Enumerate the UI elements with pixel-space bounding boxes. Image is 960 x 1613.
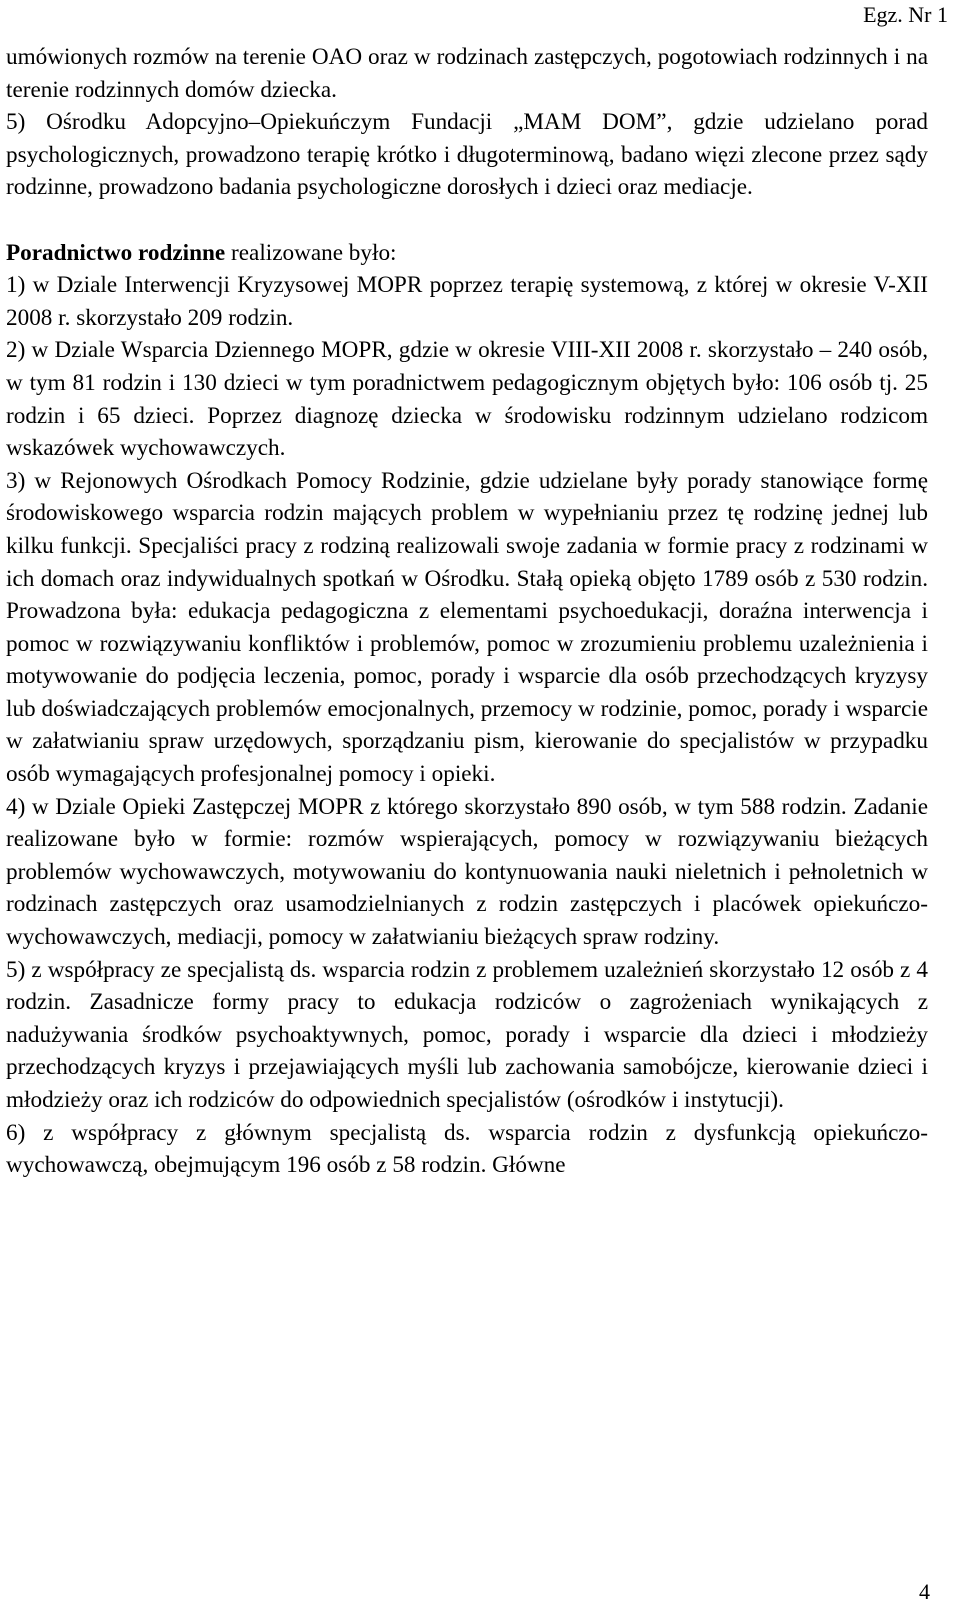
paragraph-item-4-foster-care: 4) w Dziale Opieki Zastępczej MOPR z którego skorzystało 890 osób, w tym 588 rodzin. Zadanie realizowane było w formie: rozmów wspierających, pomocy w rozwiązywaniu bieżących problemów wychowawczych, motywowaniu do kontynuowania nauki nieletnich i pełnoletnich w rodzinach zastępczych oraz usamodzielnianych z rodzin zastępczych i placówek opiekuńczo- wychowawczych, mediacji, pomocy w załatwianiu bieżących spraw rodziny.	[6, 793, 928, 951]
section-heading	[6, 237, 928, 270]
paragraph-continuation: umówionych rozmów na terenie OAO oraz w rodzinach zastępczych, pogotowiach rodzinnych i na terenie rodzinnych domów dziecka.	[6, 44, 928, 103]
page-number: 4	[919, 1579, 930, 1604]
section-heading-bold: Poradnictwo rodzinne	[6, 239, 226, 266]
paragraph-item-1-crisis: 1) w Dziale Interwencji Kryzysowej MOPR poprzez terapię systemową, z której w okresie V-XII 2008 r. skorzystało 209 rodzin.	[6, 272, 928, 331]
paragraph-item-5-addiction-specialist: 5) z współpracy ze specjalistą ds. wsparcia rodzin z problemem uzależnień skorzystało 12 osób z 4 rodzin. Zasadnicze formy pracy to edukacja rodziców o zagrożeniach wynikających z nadużywania środków psychoaktywnych, pomoc, porady i wsparcie dla dzieci i młodzieży przechodzących kryzys i przejawiających myśli lub zachowania samobójcze, kierowanie dzieci i młodzieży oraz ich rodziców do odpowiednich specjalistów (ośrodków i instytucji).	[6, 956, 928, 1113]
paragraph-spacer	[6, 204, 928, 237]
paragraph-item-3-regional-centers: 3) w Rejonowych Ośrodkach Pomocy Rodzinie, gdzie udzielane były porady stanowiące formę środowiskowego wsparcia rodzin mających problem w wypełnianiu przez tę rodzinę jednej lub kilku funkcji. Specjaliści pracy z rodziną realizowali swoje zadania w formie pracy z rodzinami w ich domach oraz indywidualnych spotkań w Ośrodku. Stałą opieką objęto 1789 osób z 530 rodzin. Prowadzona była: edukacja pedagogiczna z elementami psychoedukacji, doraźna interwencja i pomoc w rozwiązywaniu konfliktów i problemów, pomoc w zrozumieniu problemu uzależnienia i motywowanie do podjęcia leczenia, pomoc, porady i wsparcie dla osób przechodzących kryzysy lub doświadczających problemów emocjonalnych, przemocy w rodzinie, pomoc, porady i wsparcie w załatwianiu spraw urzędowych, sporządzaniu pism, kierowanie do specjalistów w przypadku osób wymagających profesjonalnej pomocy i opieki.	[6, 467, 928, 788]
section-heading-rest: realizowane było:	[225, 239, 397, 266]
paragraph-item-5-adoption-center: 5) Ośrodku Adopcyjno–Opiekuńczym Fundacji „MAM DOM”, gdzie udzielano porad psychologicznych, prowadzono terapię krótko i długoterminową, badano więzi zlecone przez sądy rodzinne, prowadzono badania psychologiczne dorosłych i dzieci oraz mediacje.	[6, 109, 928, 201]
document-copy-label: Egz. Nr 1	[863, 2, 948, 27]
document-body	[6, 41, 928, 1182]
paragraph-item-2-day-support: 2) w Dziale Wsparcia Dziennego MOPR, gdzie w okresie VIII-XII 2008 r. skorzystało – 240 osób, w tym 81 rodzin i 130 dzieci w tym poradnictwem pedagogicznym objętych było: 106 osób tj. 25 rodzin i 65 dzieci. Poprzez diagnozę dziecka w środowisku rodzinnym udzielano rodzicom wskazówek wychowawczych.	[6, 337, 928, 462]
paragraph-item-6-main-specialist: 6) z współpracy z głównym specjalistą ds. wsparcia rodzin z dysfunkcją opiekuńczo-wychowawczą, obejmującym 196 osób z 58 rodzin. Główne	[6, 1119, 928, 1179]
